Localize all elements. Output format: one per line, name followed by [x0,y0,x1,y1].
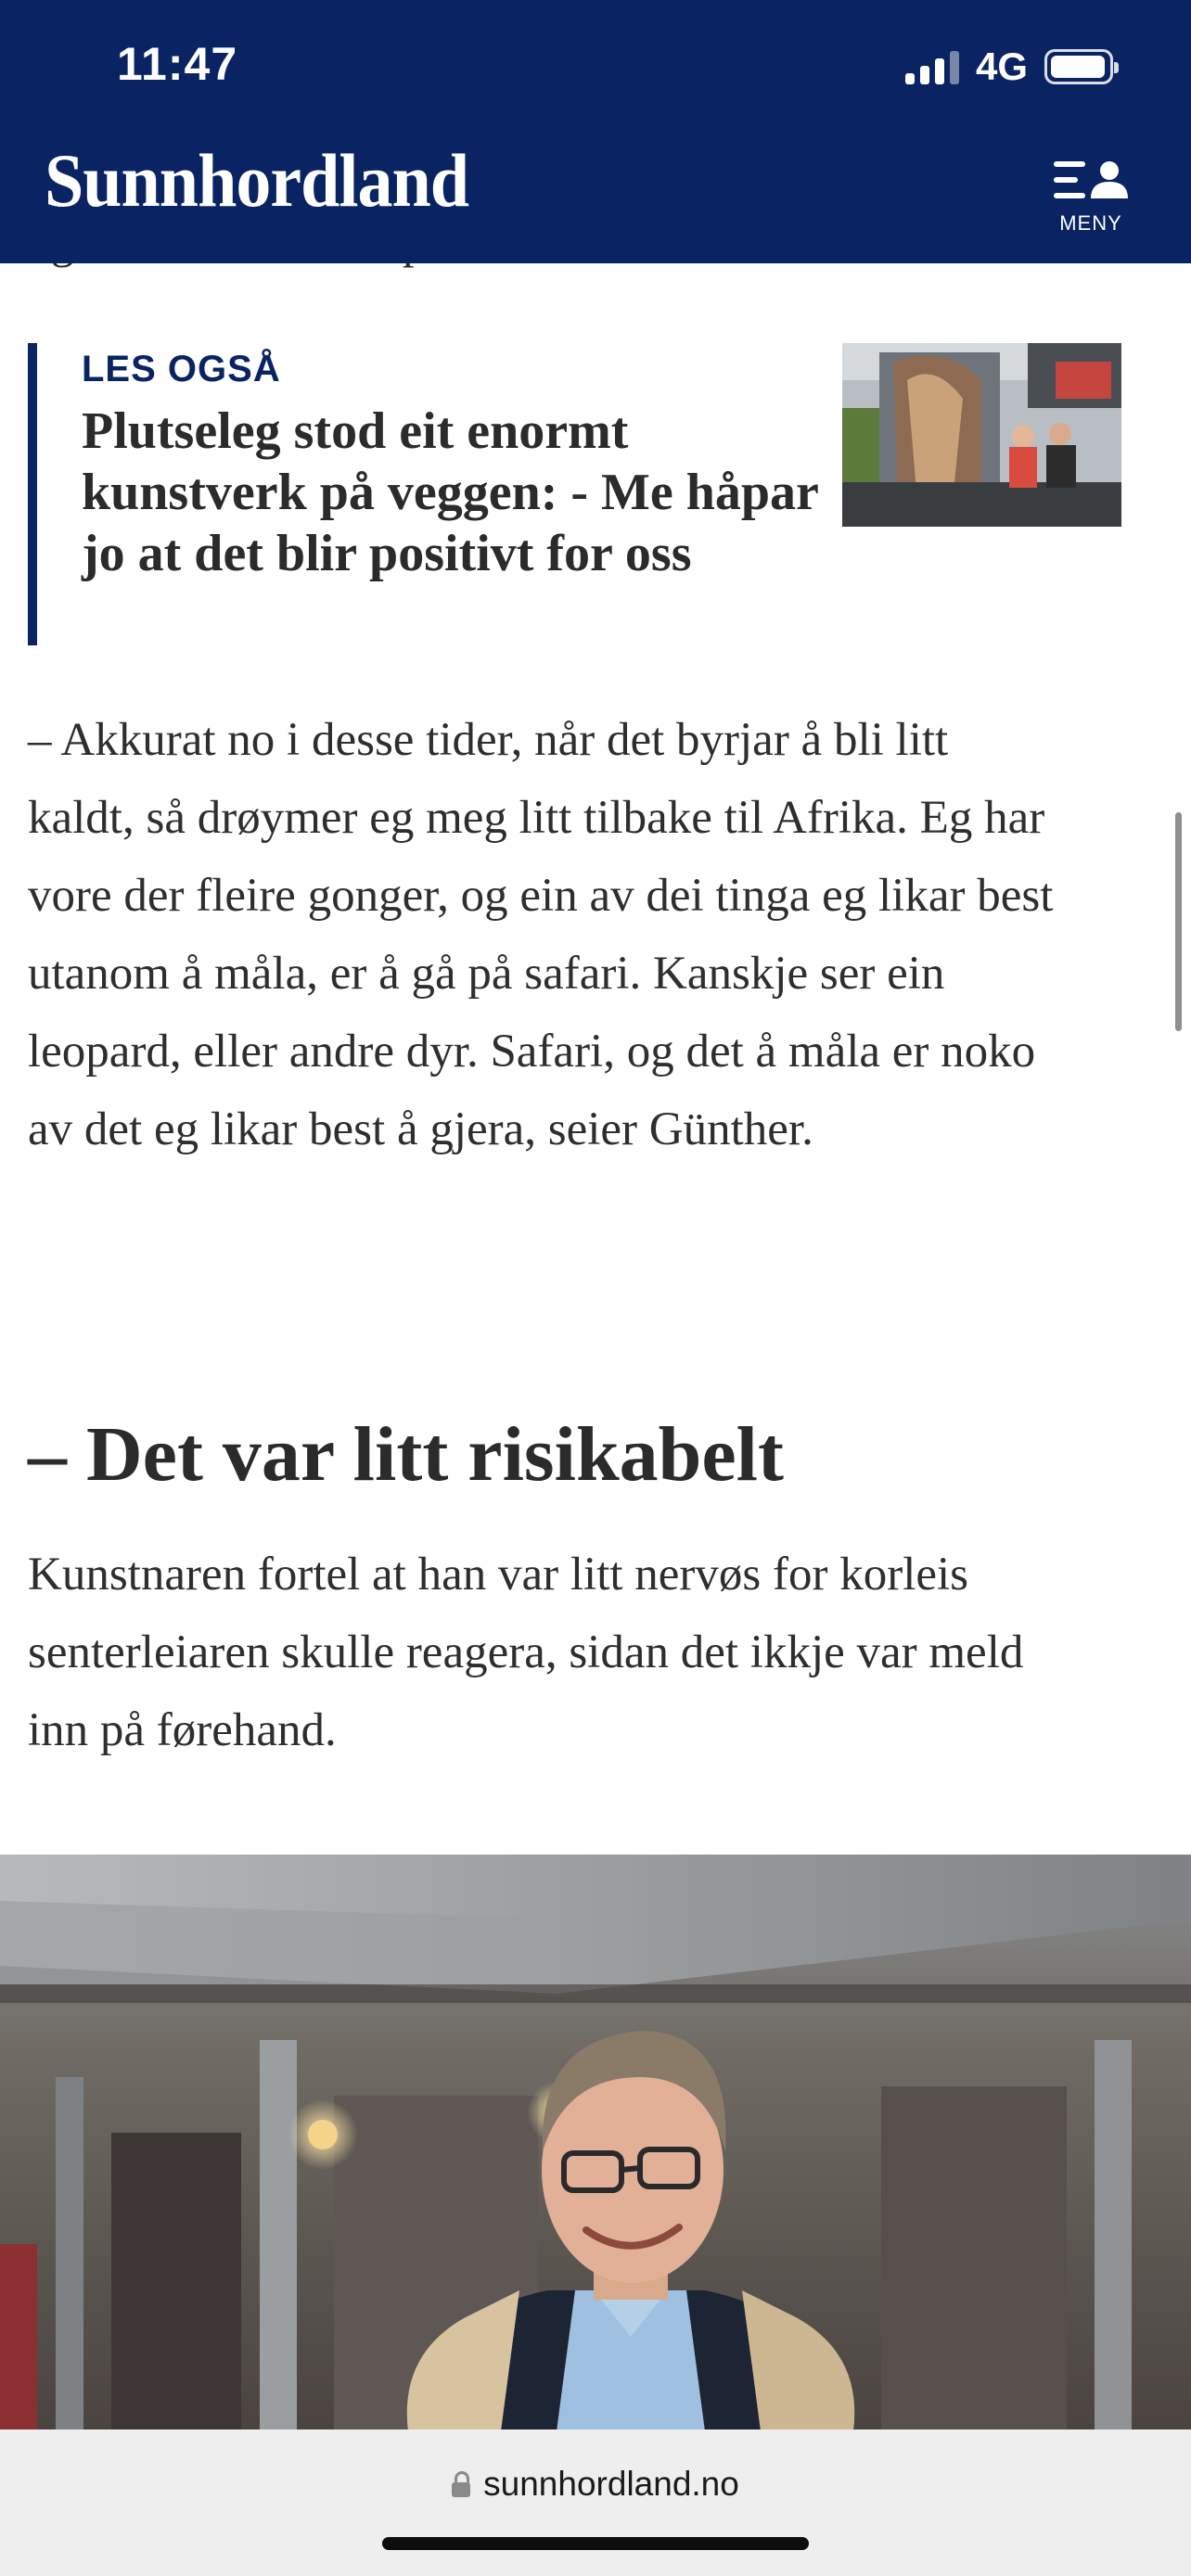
cellular-signal-icon [905,49,959,84]
related-article-teaser[interactable] [28,343,1122,645]
teaser-kicker: LES OGSÅ [82,349,281,389]
url-bar[interactable] [0,2465,1191,2504]
url-text: sunnhordland.no [483,2465,739,2503]
article-paragraph: – Akkurat no i desse tider, når det byrjar å bli litt kaldt, så drøymer eg meg litt tilbake til Afrika. Eg har vore der fleire gonger, og ein av dei tinga eg likar best utanom å måla, er å gå på safari. Kanskje ser ein leopard, eller andre dyr. Safari, og det å måla er noko av det eg likar best å gjera, seier Günther. [28,714,1054,1155]
site-header [0,0,1191,263]
site-logo[interactable]: Sunnhordland [45,138,468,223]
battery-icon [1044,49,1113,84]
scroll-indicator[interactable] [1175,812,1182,1031]
status-indicators [905,45,1113,89]
teaser-thumbnail[interactable] [842,343,1121,527]
article-paragraph: Kunstnaren fortel at han var litt nervøs for korleis senterleiaren skulle reagera, sidan det ikkje var meld inn på førehand. [28,1549,1024,1756]
status-time: 11:47 [117,38,238,90]
home-indicator[interactable] [382,2537,809,2550]
teaser-title[interactable]: Plutseleg stod eit enormt kunstverk på veggen: - Me håpar jo at det blir positivt for oss [82,402,818,582]
menu-button[interactable] [1046,156,1135,236]
browser-bottom-bar [0,2429,1191,2576]
article-photo[interactable] [0,1855,1191,2431]
menu-label: MENY [1059,211,1122,235]
article-subheading: – Det var litt risikabelt [28,1411,784,1498]
menu-person-icon [1054,159,1128,200]
network-type: 4G [975,45,1028,88]
teaser-accent-bar [28,343,37,645]
lock-icon [452,2471,470,2497]
